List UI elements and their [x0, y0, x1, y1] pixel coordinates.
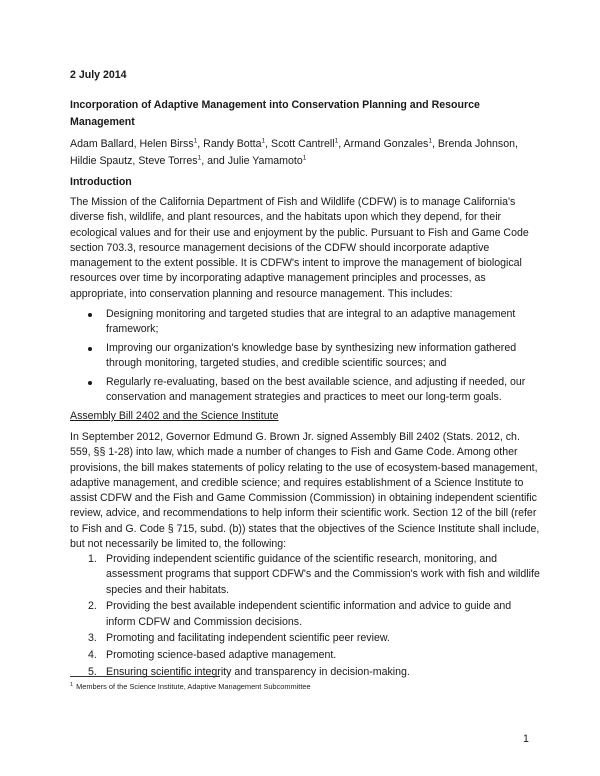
objective-item [70, 665, 542, 680]
author-footnote-marker: 1 [261, 137, 266, 145]
bullet-text: Improving our organization's knowledge base by synthesizing new information gathered through monitoring, targeted studies, and credible scientific sources; and [106, 342, 517, 370]
objective-text: Promoting and facilitating independent scientific peer review. [106, 632, 390, 645]
bullet-text: Regularly re-evaluating, based on the best available science, and adjusting if needed, our conservation and management strategies and practices to meet our long-term goals. [106, 376, 526, 404]
author-name: Adam Ballard [70, 138, 134, 150]
author-footnote-marker: 1 [302, 154, 307, 162]
author-name: Scott Cantrell [271, 138, 335, 150]
page-number: 1 [523, 733, 529, 745]
author-separator: , and [201, 155, 228, 167]
bullet-icon [88, 313, 92, 317]
objective-item [70, 599, 542, 630]
objectives-list [70, 552, 542, 682]
author-separator: , [431, 138, 438, 150]
author-name: Brenda Johnson [437, 138, 516, 150]
objective-text: Providing independent scientific guidance of the scientific research, monitoring, and assessment programs that support CDFW's and the Commission's work with fish and wildlife species and their habitats. [106, 553, 540, 596]
objective-text: Providing the best available independent scientific information and advice to guide and inform CDFW and Commission decisions. [106, 600, 512, 628]
author-footnote-marker: 1 [193, 137, 198, 145]
author-separator: , [133, 138, 140, 150]
author-name: Steve Torres [138, 155, 198, 167]
footnote-text: Members of the Science Institute, Adaptive Management Subcommittee [76, 682, 311, 691]
assembly-bill-heading: Assembly Bill 2402 and the Science Institute [70, 410, 279, 422]
bullet-text: Designing monitoring and targeted studies that are integral to an adaptive management framework; [106, 308, 516, 336]
bullet-icon [88, 347, 92, 351]
bullet-item [70, 307, 542, 338]
author-separator: , [132, 155, 139, 167]
objective-item [70, 552, 542, 598]
objective-text: Promoting science-based adaptive management. [106, 649, 337, 662]
author-name: Armand Gonzales [343, 138, 429, 150]
bullet-item [70, 375, 542, 406]
author-footnote-marker: 1 [334, 137, 339, 145]
objective-number: 2. [88, 600, 97, 613]
bullet-icon [88, 381, 92, 385]
assembly-bill-paragraph: In September 2012, Governor Edmund G. Brown Jr. signed Assembly Bill 2402 (Stats. 2012, ch. 559, §§ 1-28) into law, which made a number of changes to Fish and Game Code. Among other provisions, the bill makes statements of policy relating to the use of ecosystem-based management, adaptive management, and credible science; and requires establishment of a Science Institute to assist CDFW and the Fish and Game Commission (Commission) in obtaining independent scientific review, advice, and recommendations to help inform their scientific work. Section 12 of the bill (refer to Fish and G. Code § 715, subd. (b)) states that the objectives of the Science Institute shall include, but not necessarily be limited to, the following: [70, 431, 540, 551]
introduction-bullet-list [70, 307, 542, 409]
objective-item [70, 631, 542, 646]
author-separator: , [265, 138, 271, 150]
author-name: Hildie Spautz [70, 155, 133, 167]
objective-text: Ensuring scientific integrity and transparency in decision-making. [106, 666, 410, 679]
footnote [70, 682, 311, 691]
introduction-heading: Introduction [70, 176, 132, 188]
introduction-paragraph: The Mission of the California Department of Fish and Wildlife (CDFW) is to manage California's diverse fish, wildlife, and plant resources, and the habitats upon which they depend, for their ecological values and for their use and enjoyment by the public. Pursuant to Fish and Game Code section 703.3, resource management decisions of the CDFW should incorporate adaptive management to the extent possible. It is CDFW's intent to improve the management of biological resources over time by incorporating adaptive management principles and processes, as appropriate, into conservation planning and resource management. This includes: [70, 196, 529, 300]
author-name: Randy Botta [203, 138, 262, 150]
objective-number: 3. [88, 632, 97, 645]
author-separator: , [338, 138, 344, 150]
author-footnote-marker: 1 [197, 154, 202, 162]
objective-number: 5. [88, 666, 97, 679]
objective-item [70, 648, 542, 663]
author-name: Helen Birss [139, 138, 194, 150]
footnote-divider [70, 676, 220, 677]
bullet-item [70, 341, 542, 372]
objective-number: 1. [88, 553, 97, 565]
objective-number: 4. [88, 649, 97, 662]
author-separator: , [197, 138, 204, 150]
author-name: Julie Yamamoto [227, 155, 303, 167]
document-title: Incorporation of Adaptive Management into Conservation Planning and Resource Management [70, 99, 480, 128]
author-footnote-marker: 1 [428, 137, 432, 145]
footnote-marker: 1 [70, 681, 74, 688]
author-list [70, 136, 540, 170]
document-date: 2 July 2014 [70, 69, 127, 81]
author-separator: , [515, 138, 518, 150]
